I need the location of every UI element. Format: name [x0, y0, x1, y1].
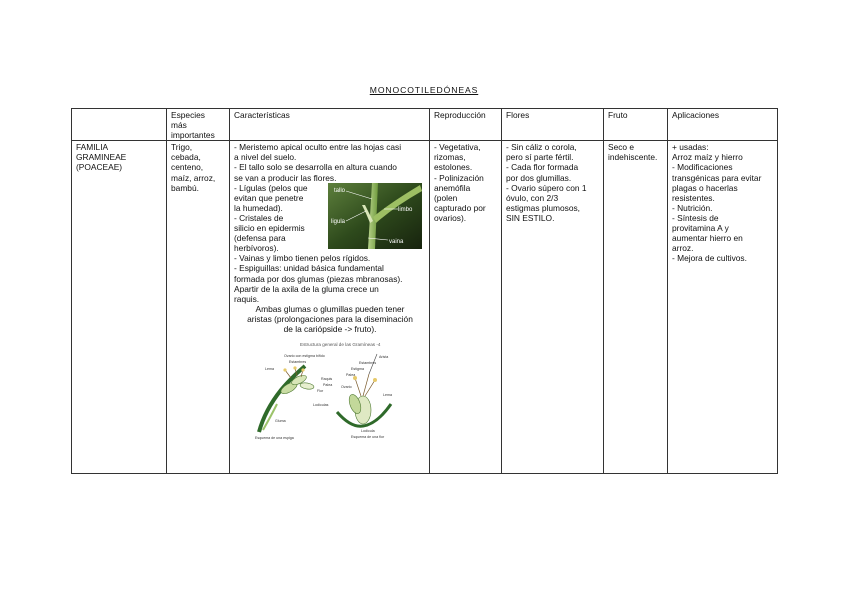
reproduction-line: - Polinización [434, 172, 484, 183]
diagram-label: Arista [379, 355, 389, 360]
characteristics-line: - El tallo solo se desarrolla en altura cuando [234, 162, 397, 173]
characteristics-line: - Lígulas (pelos que [234, 182, 308, 193]
table-row [72, 141, 778, 474]
diagram-label: Estambres [289, 360, 307, 365]
applications-line: - Síntesis de [672, 212, 719, 223]
characteristics-line: de la cariópside -> fruto). [283, 323, 377, 334]
diagram-label: Estigma [351, 367, 364, 372]
species-line: Trigo, [171, 142, 193, 153]
diagram-label: Estambres [359, 361, 377, 366]
photo-label-limbo: limbo [398, 206, 413, 213]
reproduction-line: anemófila [434, 182, 471, 193]
reproduction-line: rizomas, [434, 152, 466, 163]
header-characteristics: Características [230, 109, 430, 141]
monocot-table [71, 108, 778, 474]
characteristics-line: - Espiguillas: unidad básica fundamental [234, 263, 384, 274]
diagram-label: Palea [346, 373, 356, 378]
diagram-label: Palea [323, 383, 333, 388]
header-applications: Aplicaciones [668, 109, 778, 141]
photo-label-ligula: ligula [331, 218, 346, 225]
flowers-line: estigmas plumosos, [506, 202, 581, 213]
diagram-label: Lodícula [361, 429, 375, 434]
diagram-label: Lema [383, 393, 392, 398]
cell-family [72, 141, 167, 474]
photo-label-tallo: tallo [334, 187, 346, 194]
applications-line: plagas o hacerlas [672, 182, 738, 193]
species-line: bambú. [171, 182, 199, 193]
species-line: cebada, [171, 152, 201, 163]
diagram-label: Esquema de una flor [351, 435, 385, 440]
reproduction-line: estolones. [434, 162, 473, 173]
grass-ligule-photo [328, 183, 422, 249]
applications-line: - Modificaciones [672, 162, 733, 173]
characteristics-line: - Meristemo apical oculto entre las hojas casi [234, 142, 402, 153]
diagram-label: Ovario con estigma bífido [284, 354, 325, 359]
applications-line: - Nutrición. [672, 202, 713, 213]
diagram-title: Estructura general de las Gramíneas -4 [300, 342, 381, 348]
header-species [167, 109, 230, 141]
page-title: MONOCOTILEDÓNEAS [369, 85, 479, 95]
flowers-line: SIN ESTILO. [506, 212, 555, 223]
species-line: centeno, [171, 162, 204, 173]
characteristics-line: - Cristales de [234, 212, 284, 223]
applications-line: resistentes. [672, 192, 715, 203]
cell-reproduction [430, 141, 502, 474]
flowers-line: - Sin cáliz o corola, [506, 142, 577, 153]
reproduction-line: (polen [434, 192, 458, 203]
diagram-label: Gluma [275, 419, 286, 424]
characteristics-line: la humedad). [234, 202, 283, 213]
diagram-label: Flor [317, 389, 324, 394]
applications-line: transgénicas para evitar [672, 172, 762, 183]
characteristics-line: - Vainas y limbo tienen pelos rígidos. [234, 253, 371, 264]
header-species-line: Especies [171, 110, 205, 120]
family-line: (POACEAE) [76, 162, 123, 173]
characteristics-line: silicio en epidermis [234, 223, 305, 234]
header-flowers: Flores [502, 109, 604, 141]
characteristics-line: se van a producir las flores. [234, 172, 337, 183]
fruit-line: Seco e [608, 142, 635, 153]
characteristics-line: Apartir de la axila de la gluma crece un [234, 283, 379, 294]
diagram-label: Esquema de una espiga [255, 436, 294, 441]
reproduction-line: ovarios). [434, 212, 467, 223]
cell-species [167, 141, 230, 474]
cell-applications [668, 141, 778, 474]
characteristics-line: aristas (prolongaciones para la diseminación [247, 313, 413, 324]
flowers-line: - Cada flor formada [506, 162, 579, 173]
applications-line: + usadas: [672, 142, 709, 153]
fruit-line: indehiscente. [608, 152, 658, 163]
applications-line: Arroz maíz y hierro [672, 152, 743, 163]
characteristics-line: formada por dos glumas (piezas mbranosas). [234, 273, 403, 284]
flowers-line: por dos glumillas. [506, 172, 572, 183]
applications-line: - Mejora de cultivos. [672, 253, 747, 264]
characteristics-line: (defensa para [234, 233, 286, 244]
family-line: FAMILIA [76, 142, 109, 153]
diagram-label: Raquis [321, 377, 333, 382]
applications-line: arroz. [672, 243, 694, 254]
header-species-line: importantes [171, 130, 215, 141]
characteristics-line: a nivel del suelo. [234, 152, 297, 163]
characteristics-line: Ambas glumas o glumillas pueden tener [255, 303, 405, 314]
species-line: maíz, arroz, [171, 172, 216, 183]
flowers-line: - Ovario súpero con 1 [506, 182, 587, 193]
characteristics-line: evitan que penetre [234, 192, 304, 203]
applications-line: provitamina A y [672, 223, 729, 234]
grass-spikelet-diagram [251, 340, 409, 440]
cell-characteristics [230, 141, 430, 474]
diagram-label: Ovario [341, 385, 352, 390]
reproduction-line: - Vegetativa, [434, 142, 481, 153]
applications-line: aumentar hierro en [672, 233, 743, 244]
flowers-line: pero sí parte fértil. [506, 152, 574, 163]
characteristics-line: herbívoros). [234, 243, 279, 254]
header-fruit: Fruto [604, 109, 668, 141]
reproduction-line: capturado por [434, 202, 486, 213]
family-line: GRAMINEAE [76, 152, 127, 163]
diagram-label: Lodículas [313, 403, 329, 408]
header-species-line: más [171, 120, 187, 131]
flowers-line: óvulo, con 2/3 [506, 192, 559, 203]
cell-fruit [604, 141, 668, 474]
diagram-label: Lema [265, 367, 274, 372]
header-reproduction: Reproducción [430, 109, 502, 141]
characteristics-line: raquis. [234, 293, 260, 304]
header-blank [72, 109, 167, 141]
photo-label-vaina: vaina [389, 238, 404, 245]
header-row [72, 109, 778, 141]
cell-flowers [502, 141, 604, 474]
